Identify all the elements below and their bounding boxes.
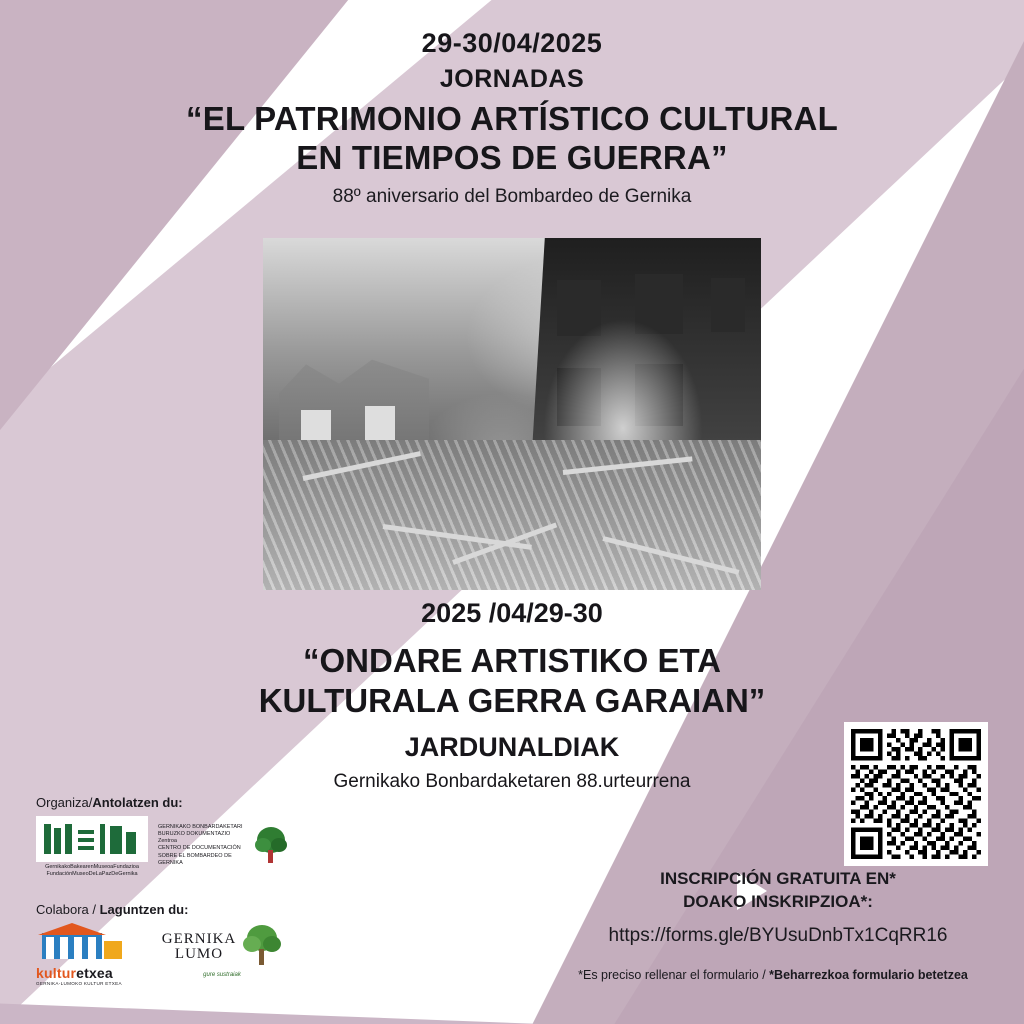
event-title-eu-line2: KULTURALA GERRA GARAIAN”: [258, 681, 766, 719]
museo-paz-name-eu: GernikakoBakearenMuseoaFundazioa: [45, 864, 139, 870]
kulturetxea-glyph: [36, 923, 128, 963]
colabora-label: [36, 902, 366, 917]
centro-text-es: CENTRO DE DOCUMENTACIÓN SOBRE EL BOMBARDEO DE GERNIKA: [158, 845, 241, 866]
registration-link[interactable]: https://forms.gle/BYUsuDnbTx1CqRR16: [608, 925, 948, 946]
event-kind-eu: JARDUNALDIAK: [404, 732, 620, 763]
photo-rubble: [263, 440, 761, 590]
kulturetxea-logo: [36, 923, 140, 986]
inscription-line-eu: DOAKO INSKRIPZIOA*:: [683, 891, 873, 911]
museo-paz-name: [36, 864, 148, 878]
event-title-es-line1: “EL PATRIMONIO ARTÍSTICO CULTURAL: [186, 100, 838, 137]
colabora-label-es: Colabora /: [36, 901, 100, 917]
centro-documentacion-logo: [158, 824, 288, 867]
kulturetxea-word-part2: etxea: [76, 964, 113, 981]
centro-documentacion-text: [158, 824, 250, 867]
event-title-eu: [0, 641, 1024, 720]
organizer-logos: [36, 816, 366, 878]
header-block: [0, 28, 1024, 208]
gernika-lumo-line2: LUMO: [174, 946, 224, 963]
event-date-es: 29-30/04/2025: [421, 28, 603, 58]
inscription-note-es: *Es preciso rellenar el formulario /: [578, 968, 770, 982]
event-subtitle-eu: Gernikako Bonbardaketaren 88.urteurrena: [333, 771, 691, 793]
inscription-note: [558, 968, 988, 982]
photo-image: [263, 238, 761, 590]
oak-tree-icon: [242, 923, 282, 972]
inscription-note-eu: *Beharrezkoa formulario betetzea: [769, 968, 968, 982]
qr-code-image: [851, 729, 981, 859]
museo-paz-mark: [36, 816, 148, 862]
event-title-es-line2: EN TIEMPOS DE GUERRA”: [296, 138, 728, 176]
event-title-es: [0, 100, 1024, 178]
colabora-label-eu: Laguntzen du:: [99, 901, 189, 917]
inscription-line-es: INSCRIPCIÓN GRATUITA EN*: [660, 869, 896, 888]
event-subtitle-es: 88º aniversario del Bombardeo de Gernika: [332, 185, 692, 207]
museo-paz-name-es: FundaciónMuseoDeLaPazDeGernika: [46, 870, 138, 877]
historic-photo: [263, 238, 761, 590]
museo-paz-logo: [36, 816, 148, 878]
event-title-eu-line1: “ONDARE ARTISTIKO ETA: [303, 642, 721, 679]
gernika-lumo-tagline: gure sustraiak: [203, 971, 241, 978]
organiza-label-eu: Antolatzen du:: [92, 795, 183, 810]
kulturetxea-word-part1: kultur: [36, 964, 77, 981]
gernika-lumo-logo: [162, 923, 282, 978]
organiza-label-es: Organiza/: [36, 795, 93, 810]
kulturetxea-wordmark: [36, 965, 140, 981]
qr-code[interactable]: [844, 722, 988, 866]
centro-text-eu: GERNIKAKO BONBARDAKETARI BURUZKO DOKUMENTAZIO Zentroa: [158, 824, 243, 845]
gernika-lumo-line1: GERNIKA: [161, 930, 237, 947]
tree-icon: [254, 826, 288, 864]
collaborator-logos: [36, 923, 366, 986]
inscription-block: [568, 868, 988, 914]
organiza-label: [36, 795, 366, 810]
event-kind-es: JORNADAS: [439, 65, 585, 93]
kulturetxea-subline: GERNIKA-LUMOKO KULTUR ETXEA: [36, 980, 122, 986]
event-date-eu: 2025 /04/29-30: [421, 598, 603, 628]
logos-section: [36, 795, 366, 986]
museo-paz-glyph: [44, 824, 140, 854]
